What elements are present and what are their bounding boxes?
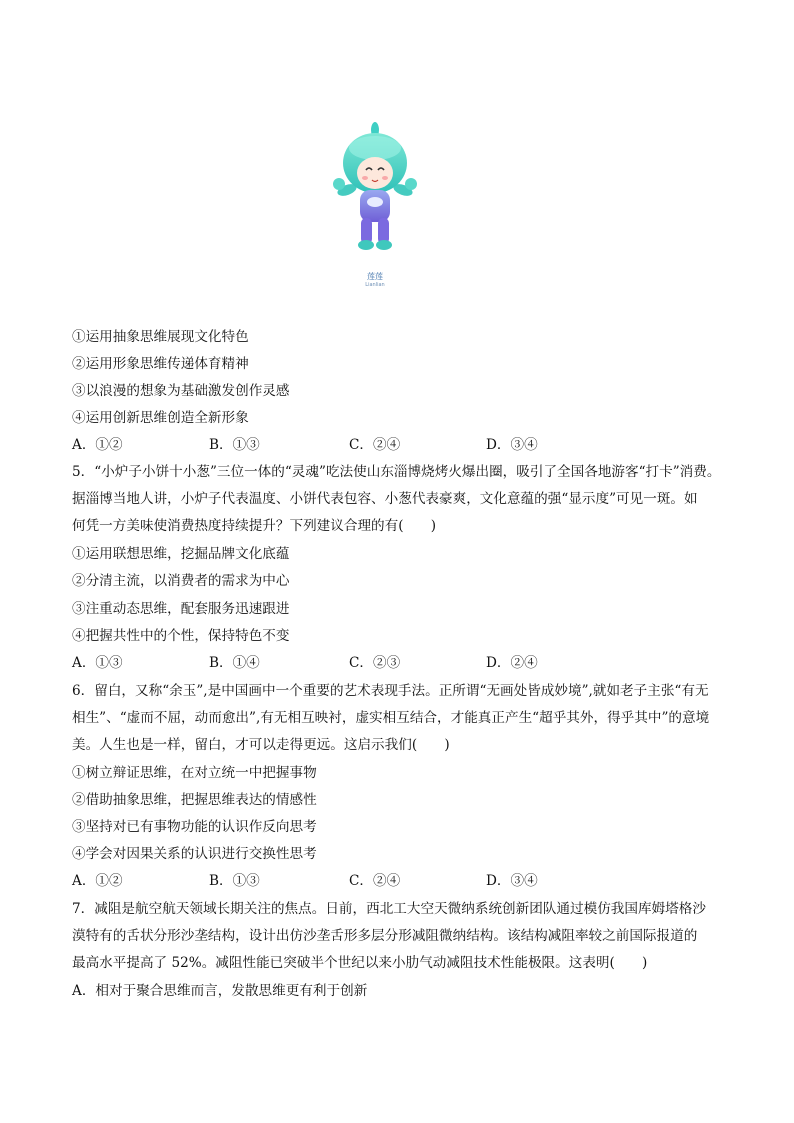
q5-stem-line-1: 5．“小炉子小饼十小葱”三位一体的“灵魂”吃法使山东淄博烧烤火爆出圈，吸引了全国各地游客“打卡”消费。	[72, 464, 721, 480]
q6-option-d[interactable]: D．③④	[486, 873, 538, 889]
q5-item-4: ④把握共性中的个性，保持特色不变	[72, 628, 290, 644]
q4-options	[72, 436, 632, 454]
q4-item-4: ④运用创新思维创造全新形象	[72, 410, 249, 426]
q5-item-3: ③注重动态思维，配套服务迅速跟进	[72, 601, 290, 617]
q4-option-c[interactable]: C．②④	[349, 437, 401, 453]
q7-stem-line-3: 最高水平提高了 52%。减阻性能已突破半个世纪以来小肋气动减阻技术性能极限。这表明( )	[72, 955, 648, 971]
q4-item-2: ②运用形象思维传递体育精神	[72, 356, 249, 372]
q5-option-d[interactable]: D．②④	[486, 655, 538, 671]
q6-option-c[interactable]: C．②④	[349, 873, 401, 889]
q6-options	[72, 872, 632, 890]
q7-option-a[interactable]: A．相对于聚合思维而言，发散思维更有利于创新	[72, 983, 368, 999]
q5-options	[72, 654, 632, 672]
q4-item-1: ①运用抽象思维展现文化特色	[72, 329, 249, 345]
q6-stem-line-1: 6．留白，又称“余玉”,是中国画中一个重要的艺术表现手法。正所谓“无画处皆成妙境”,就如老子主张“有无	[72, 683, 709, 699]
q7-stem-line-2: 漠特有的舌状分形沙垄结构，设计出仿沙垄舌形多层分形减阻微纳结构。该结构减阻率较之前国际报道的	[72, 928, 698, 944]
q6-item-1: ①树立辩证思维，在对立统一中把握事物	[72, 765, 317, 781]
mascot-name: 莲莲	[367, 272, 383, 281]
q5-item-2: ②分清主流，以消费者的需求为中心	[72, 573, 290, 589]
q5-option-c[interactable]: C．②③	[349, 655, 401, 671]
q6-item-2: ②借助抽象思维，把握思维表达的情感性	[72, 792, 317, 808]
q4-item-3: ③以浪漫的想象为基础激发创作灵感	[72, 383, 290, 399]
q6-option-a[interactable]: A．①②	[72, 873, 123, 889]
q7-stem-line-1: 7．减阻是航空航天领域长期关注的焦点。日前，西北工大空天微纳系统创新团队通过模仿我国库姆塔格沙	[72, 901, 706, 917]
q6-stem-line-2: 相生”、“虚而不屈，动而愈出”,有无相互映衬，虚实相互结合，才能真正产生“超乎其外，得乎其中”的意境	[72, 710, 710, 726]
q6-stem-line-3: 美。人生也是一样，留白，才可以走得更远。这启示我们( )	[72, 737, 450, 753]
q6-item-4: ④学会对因果关系的认识进行交换性思考	[72, 846, 317, 862]
q5-item-1: ①运用联想思维，挖掘品牌文化底蕴	[72, 546, 290, 562]
q6-option-b[interactable]: B．①③	[209, 873, 260, 889]
q4-option-d[interactable]: D．③④	[486, 437, 538, 453]
q5-stem-line-2: 据淄博当地人讲，小炉子代表温度、小饼代表包容、小葱代表豪爽，文化意蕴的强“显示度”可见一斑。如	[72, 491, 698, 507]
q6-item-3: ③坚持对已有事物功能的认识作反向思考	[72, 819, 317, 835]
mascot-caption	[340, 272, 410, 289]
mascot-pinyin: Lianlian	[365, 282, 385, 288]
q5-option-a[interactable]: A．①③	[72, 655, 123, 671]
lianlian-mascot-image	[330, 118, 420, 298]
q4-option-b[interactable]: B．①③	[209, 437, 260, 453]
q5-stem-line-3: 何凭一方美味使消费热度持续提升？下列建议合理的有( )	[72, 518, 437, 534]
q4-option-a[interactable]: A．①②	[72, 437, 123, 453]
q5-option-b[interactable]: B．①④	[209, 655, 260, 671]
